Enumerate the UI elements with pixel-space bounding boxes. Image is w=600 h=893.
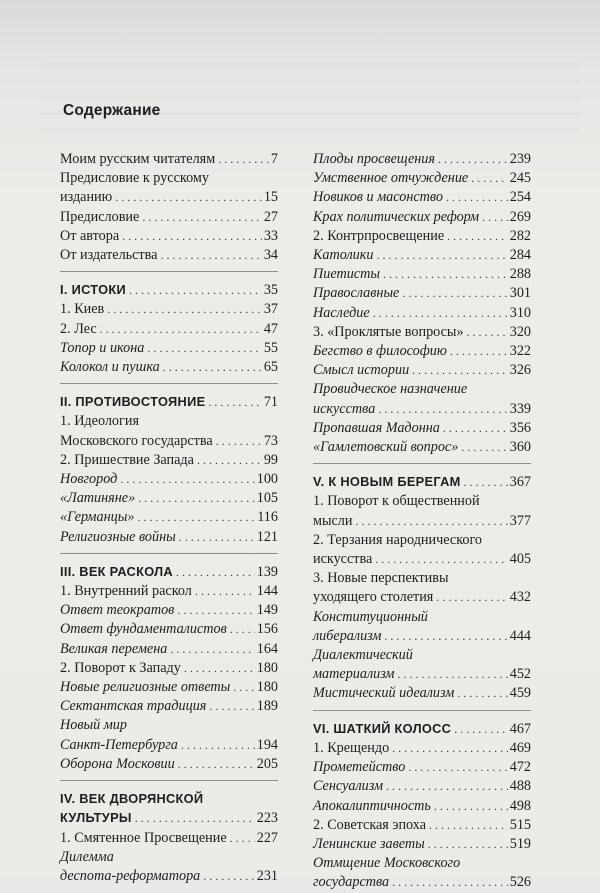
entry-page: 144 [256,583,278,600]
section-divider [313,463,531,464]
section-heading [60,392,278,412]
entry-title: Смысл истории [313,362,410,379]
toc-column-right [313,150,531,893]
toc-entry [313,438,531,457]
dot-leader [147,339,261,358]
dot-leader [163,358,262,377]
dot-leader [457,684,507,703]
entry-title: Умственное отчуждение [313,170,469,187]
section-title: II. ПРОТИВОСТОЯНИЕ [60,394,206,410]
entry-title: Ленинские заветы [313,835,425,852]
toc-entry [60,227,278,246]
toc-entry: Новый мир [60,717,127,734]
toc-entry: 1. Идеология [60,413,139,430]
toc-entry [313,169,531,188]
entry-page: 37 [263,301,278,318]
dot-leader [482,208,508,227]
entry-page: 519 [509,835,531,852]
entry-page: 488 [509,778,531,795]
entry-title: Мистический идеализм [313,685,455,702]
entry-title: 1. Киев [60,301,105,318]
toc-entry [60,678,278,697]
entry-title: Моим русским читателям [60,151,216,167]
entry-title: изданию [60,189,113,206]
entry-page: 35 [263,282,278,299]
toc-entry [60,150,278,169]
entry-title: Сектантская традиция [60,698,207,715]
toc-entry [60,582,278,601]
dot-leader [120,470,254,489]
toc-entry [313,265,531,284]
section-title: V. К НОВЫМ БЕРЕГАМ [313,474,461,490]
entry-page: 105 [256,490,278,507]
entry-title: «Германцы» [60,509,135,526]
dot-leader [195,582,255,601]
entry-page: 459 [509,685,531,702]
entry-page: 245 [509,170,531,187]
toc-entry [313,361,531,380]
toc-entry [60,320,278,339]
entry-title: 1. Крещендо [313,739,390,756]
section-divider [60,271,278,272]
entry-page: 73 [263,432,278,449]
dot-leader [230,620,255,639]
toc-entry [313,323,531,342]
toc-entry [313,835,531,854]
entry-title: Топор и икона [60,339,145,356]
toc-entry: Отмщение Московского [313,855,461,872]
dot-leader [386,777,508,796]
toc-entry [313,304,531,323]
toc-entry [60,300,278,319]
entry-page: 515 [509,816,531,833]
entry-page: 156 [256,621,278,638]
entry-page: 469 [509,739,531,756]
dot-leader [208,393,261,412]
section-heading [313,472,531,492]
dot-leader [375,550,507,569]
toc-entry: 2. Терзания народнического [313,531,483,548]
dot-leader [203,867,254,886]
dot-leader [197,451,262,470]
entry-title: 2. Пришествие Запада [60,451,194,468]
entry-page: 65 [263,359,278,376]
toc-entry [60,358,278,377]
entry-page: 139 [256,563,278,580]
toc-entry-continuation [60,867,278,886]
toc-entry-continuation [313,550,531,569]
toc-entry [60,451,278,470]
entry-page: 452 [509,666,531,683]
entry-title: «Латиняне» [60,490,136,507]
entry-page: 367 [509,474,531,491]
dot-leader [170,640,254,659]
dot-leader [436,588,507,607]
entry-title: Ответ теократов [60,602,175,619]
toc-entry [60,659,278,678]
toc-entry-continuation [313,588,531,607]
toc-entry [60,489,278,508]
entry-page: 149 [256,602,278,619]
entry-page: 27 [263,208,278,225]
entry-page: 15 [263,189,278,206]
entry-title: Сенсуализм [313,778,384,795]
entry-page: 223 [256,810,278,827]
entry-title: 2. Советская эпоха [313,816,427,833]
section-heading [60,562,278,582]
entry-page: 405 [509,551,531,568]
dot-leader [461,438,507,457]
toc-entry [60,470,278,489]
entry-page: 47 [263,320,278,337]
entry-page: 71 [263,394,278,411]
dot-leader [135,809,255,828]
toc-entry [313,816,531,835]
toc-entry [60,339,278,358]
entry-title: мысли [313,512,353,529]
entry-page: 239 [509,151,531,167]
entry-title: Ответ фундаменталистов [60,621,227,638]
entry-title: Великая перемена [60,640,168,657]
entry-page: 7 [270,151,278,167]
entry-page: 472 [509,759,531,776]
dot-leader [230,829,255,848]
dot-leader [464,473,508,492]
dot-leader [216,432,262,451]
entry-page: 339 [509,400,531,417]
dot-leader [383,265,508,284]
entry-title: Религиозные войны [60,528,176,545]
entry-page: 189 [256,698,278,715]
toc-entry: 1. Поворот к общественной [313,493,480,510]
section-divider [60,383,278,384]
entry-page: 322 [509,343,531,360]
toc-column-left [60,150,278,886]
toc-entry-continuation [313,627,531,646]
dot-leader [454,720,508,739]
toc-entry [60,208,278,227]
entry-page: 360 [509,439,531,456]
toc-entry [313,188,531,207]
entry-page: 33 [263,227,278,244]
entry-title: 1. Внутренний раскол [60,583,192,600]
dot-leader [450,342,508,361]
dot-leader [129,281,262,300]
dot-leader [122,227,262,246]
dot-leader [434,797,508,816]
section-divider [313,710,531,711]
page-title: Содержание [63,102,161,119]
entry-title: Наследие [313,304,370,321]
dot-leader [467,323,508,342]
section-divider [60,553,278,554]
dot-leader [181,736,255,755]
dot-leader [392,739,508,758]
dot-leader [471,169,507,188]
dot-leader [378,400,507,419]
entry-page: 498 [509,797,531,814]
dot-leader [176,563,255,582]
entry-title: искусства [313,551,373,568]
toc-entry-continuation [313,873,531,892]
entry-title: Католики [313,247,374,264]
toc-entry: Дилемма [60,848,114,865]
entry-title: Московского государства [60,432,213,449]
toc-entry [313,208,531,227]
dot-leader [115,188,262,207]
section-title: I. ИСТОКИ [60,282,126,298]
dot-leader [209,697,254,716]
section-divider [60,780,278,781]
entry-title: деспота-реформатора [60,867,201,884]
dot-leader [438,150,508,169]
toc-entry [313,797,531,816]
entry-page: 356 [509,419,531,436]
entry-page: 194 [256,736,278,753]
section-heading: IV. ВЕК ДВОРЯНСКОЙ [60,791,204,807]
entry-page: 180 [256,659,278,676]
entry-title: Крах политических реформ [313,208,480,225]
toc-entry [60,755,278,774]
dot-leader [428,835,508,854]
entry-page: 269 [509,208,531,225]
entry-page: 227 [256,829,278,846]
toc-entry [313,342,531,361]
dot-leader [384,627,507,646]
dot-leader [443,419,508,438]
entry-page: 301 [509,285,531,302]
entry-title: 2. Лес [60,320,97,337]
dot-leader [100,320,262,339]
entry-title: Санкт-Петербурга [60,736,178,753]
toc-entry [313,227,531,246]
toc-entry [313,739,531,758]
dot-leader [412,361,508,380]
toc-entry [60,640,278,659]
entry-page: 205 [256,755,278,772]
entry-page: 231 [256,867,278,884]
entry-page: 180 [256,679,278,696]
toc-entry-continuation [313,512,531,531]
dot-leader [178,755,255,774]
toc-entry [60,620,278,639]
entry-title: Предисловие [60,208,140,225]
dot-leader [179,528,255,547]
entry-title: либерализм [313,627,382,644]
dot-leader [137,508,255,527]
entry-title: 2. Поворот к Западу [60,659,181,676]
toc-entry [313,758,531,777]
dot-leader [373,304,508,323]
dot-leader [233,678,254,697]
toc-entry-continuation [60,736,278,755]
dot-leader [355,512,507,531]
dot-leader [402,284,507,303]
entry-page: 526 [509,874,531,891]
entry-page: 254 [509,189,531,206]
entry-page: 282 [509,227,531,244]
entry-page: 377 [509,512,531,529]
entry-title: Оборона Московии [60,755,175,772]
toc-entry [313,246,531,265]
entry-title: Пиетисты [313,266,380,283]
toc-entry [60,246,278,265]
entry-title: От автора [60,227,120,244]
dot-leader [408,758,507,777]
entry-title: Плоды просвещения [313,151,435,167]
entry-page: 326 [509,362,531,379]
entry-page: 99 [263,451,278,468]
entry-page: 432 [509,589,531,606]
toc-entry: Предисловие к русскому [60,170,209,187]
entry-page: 320 [509,323,531,340]
dot-leader [184,659,255,678]
entry-title: Бегство в философию [313,343,447,360]
section-title: III. ВЕК РАСКОЛА [60,563,173,579]
entry-title: Колокол и пушка [60,359,160,376]
entry-title: искусства [313,400,376,417]
section-title: VI. ШАТКИЙ КОЛОСС [313,720,452,736]
entry-page: 467 [509,720,531,737]
section-title: КУЛЬТУРЫ [60,810,132,826]
toc-entry-continuation [60,188,278,207]
dot-leader [177,601,254,620]
entry-title: От издательства [60,247,158,264]
toc-entry: Провидческое назначение [313,381,468,398]
entry-page: 444 [509,627,531,644]
entry-page: 310 [509,304,531,321]
dot-leader [398,665,508,684]
entry-page: 116 [257,509,278,526]
toc-entry-continuation [313,665,531,684]
toc-entry: Конституционный [313,608,428,625]
toc-entry [60,508,278,527]
toc-entry: 3. Новые перспективы [313,570,449,587]
dot-leader [392,873,508,892]
entry-title: 2. Контрпросвещение [313,227,445,244]
entry-page: 100 [256,471,278,488]
dot-leader [429,816,508,835]
dot-leader [377,246,508,265]
toc-entry [313,150,531,169]
dot-leader [160,246,261,265]
dot-leader [218,150,269,169]
toc-entry-continuation [313,400,531,419]
entry-title: Прометейство [313,759,406,776]
toc-entry [60,528,278,547]
section-heading [313,719,531,739]
entry-page: 34 [263,247,278,264]
dot-leader [447,227,508,246]
entry-page: 164 [256,640,278,657]
toc-entry-continuation [60,432,278,451]
section-heading-continuation [60,808,278,828]
dot-leader [138,489,255,508]
entry-title: «Гамлетовский вопрос» [313,439,459,456]
entry-page: 55 [263,339,278,356]
entry-title: Новгород [60,471,118,488]
entry-title: Пропавшая Мадонна [313,419,440,436]
toc-entry [60,601,278,620]
entry-title: Православные [313,285,400,302]
entry-title: Апокалиптичность [313,797,431,814]
entry-page: 288 [509,266,531,283]
toc-entry: Диалектический [313,647,413,664]
entry-page: 284 [509,247,531,264]
bleed-through-text [40,55,580,145]
entry-title: государства [313,874,390,891]
toc-entry [313,684,531,703]
dot-leader [446,188,508,207]
entry-title: Новиков и масонство [313,189,443,206]
entry-page: 121 [256,528,278,545]
entry-title: 1. Смятенное Просвещение [60,829,227,846]
toc-entry [60,829,278,848]
toc-entry [313,419,531,438]
toc-entry [313,777,531,796]
entry-title: материализм [313,666,395,683]
dot-leader [107,300,262,319]
toc-entry [313,284,531,303]
dot-leader [142,208,261,227]
entry-title: 3. «Проклятые вопросы» [313,323,464,340]
toc-entry [60,697,278,716]
entry-title: уходящего столетия [313,589,434,606]
entry-title: Новые религиозные ответы [60,679,231,696]
section-heading [60,280,278,300]
